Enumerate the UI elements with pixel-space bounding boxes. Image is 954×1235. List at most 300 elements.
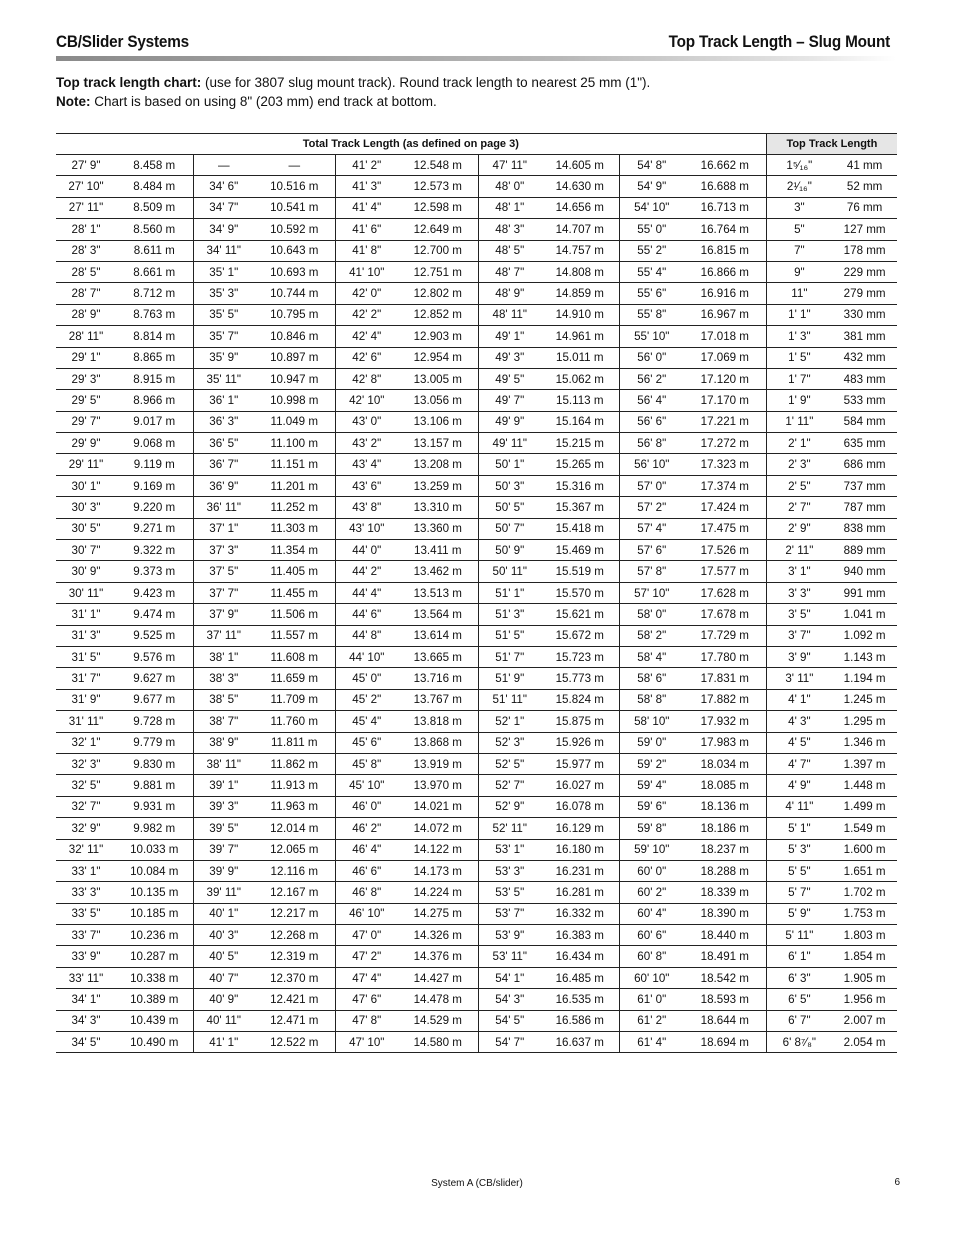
length-metric-cell: 14.757 m [541,240,619,261]
length-imperial-cell: 29' 7" [56,411,116,432]
table-row [56,561,897,582]
length-imperial-cell: 60' 0" [619,860,684,881]
length-metric-cell: 13.919 m [398,753,478,774]
length-metric-cell: 1.702 m [832,882,897,903]
length-imperial-cell: 49' 5" [478,368,541,389]
length-metric-cell: 17.475 m [684,518,766,539]
length-imperial-cell: 43' 2" [335,433,398,454]
length-metric-cell: 13.157 m [398,433,478,454]
length-imperial-cell: 45' 0" [335,668,398,689]
track-length-table [56,133,897,1053]
length-metric-cell: 17.983 m [684,732,766,753]
length-imperial-cell: 4' 3" [766,711,832,732]
length-imperial-cell: 54' 5" [478,1010,541,1031]
length-metric-cell: 178 mm [832,240,897,261]
length-imperial-cell: 36' 9" [193,475,254,496]
length-imperial-cell: 46' 2" [335,818,398,839]
length-imperial-cell: 38' 5" [193,689,254,710]
length-imperial-cell: 5' 3" [766,839,832,860]
length-imperial-cell: 38' 3" [193,668,254,689]
length-metric-cell: 1.499 m [832,796,897,817]
length-metric-cell: 17.831 m [684,668,766,689]
length-metric-cell: 17.120 m [684,368,766,389]
length-metric-cell: 16.027 m [541,775,619,796]
length-imperial-cell: 33' 5" [56,903,116,924]
length-metric-cell: 9.627 m [116,668,193,689]
length-metric-cell: 11.608 m [254,646,335,667]
intro-note-text: Chart is based on using 8" (203 mm) end track at bottom. [90,94,437,109]
length-imperial-cell: 44' 6" [335,604,398,625]
length-metric-cell: 14.173 m [398,860,478,881]
length-imperial-cell: 27' 9" [56,155,116,176]
length-imperial-cell: 48' 9" [478,283,541,304]
length-imperial-cell: 57' 4" [619,518,684,539]
table-row [56,518,897,539]
length-metric-cell: 11.659 m [254,668,335,689]
header-rule [56,56,896,61]
length-imperial-cell: 45' 6" [335,732,398,753]
length-metric-cell: 13.106 m [398,411,478,432]
length-imperial-cell: 2' 11" [766,540,832,561]
length-imperial-cell: 31' 1" [56,604,116,625]
length-imperial-cell: 51' 5" [478,625,541,646]
length-imperial-cell: 1' 1" [766,304,832,325]
length-imperial-cell: 53' 9" [478,925,541,946]
page-header [56,32,890,58]
intro-text [56,73,896,111]
length-imperial-cell: 55' 4" [619,261,684,282]
length-imperial-cell: 49' 7" [478,390,541,411]
length-imperial-cell: 57' 2" [619,497,684,518]
length-metric-cell: 14.656 m [541,197,619,218]
table-row [56,433,897,454]
length-metric-cell: 17.729 m [684,625,766,646]
length-metric-cell: 10.287 m [116,946,193,967]
length-metric-cell: 18.237 m [684,839,766,860]
table-row [56,839,897,860]
length-metric-cell: 16.866 m [684,261,766,282]
table-row [56,347,897,368]
table-row [56,155,897,176]
length-metric-cell: 14.478 m [398,989,478,1010]
length-imperial-cell: 29' 1" [56,347,116,368]
length-metric-cell: 1.245 m [832,689,897,710]
length-metric-cell: 15.164 m [541,411,619,432]
length-imperial-cell: 3' 1" [766,561,832,582]
length-imperial-cell: 42' 8" [335,368,398,389]
table-row [56,219,897,240]
length-metric-cell: 15.265 m [541,454,619,475]
length-imperial-cell: 58' 4" [619,646,684,667]
table-row [56,1032,897,1053]
length-metric-cell: 16.332 m [541,903,619,924]
table-row [56,689,897,710]
length-metric-cell: 12.903 m [398,326,478,347]
length-imperial-cell: 52' 7" [478,775,541,796]
length-imperial-cell: 61' 0" [619,989,684,1010]
length-imperial-cell: 40' 7" [193,967,254,988]
length-metric-cell: 10.693 m [254,261,335,282]
length-metric-cell: 12.217 m [254,903,335,924]
length-imperial-cell: 57' 8" [619,561,684,582]
table-row [56,668,897,689]
intro-note-label: Note: [56,94,91,109]
length-metric-cell: 9.271 m [116,518,193,539]
length-metric-cell: 8.966 m [116,390,193,411]
length-imperial-cell: 50' 7" [478,518,541,539]
length-imperial-cell: 58' 6" [619,668,684,689]
length-metric-cell: 8.814 m [116,326,193,347]
length-metric-cell: 17.424 m [684,497,766,518]
length-metric-cell: 16.078 m [541,796,619,817]
length-imperial-cell: 32' 5" [56,775,116,796]
length-metric-cell: 15.723 m [541,646,619,667]
length-imperial-cell: 4' 1" [766,689,832,710]
table-row [56,860,897,881]
length-metric-cell: 9.525 m [116,625,193,646]
intro-line-note [56,92,896,111]
length-imperial-cell: 29' 11" [56,454,116,475]
length-imperial-cell: 2' 9" [766,518,832,539]
length-imperial-cell: 55' 8" [619,304,684,325]
length-imperial-cell: 28' 9" [56,304,116,325]
length-imperial-cell: 7" [766,240,832,261]
table-row [56,454,897,475]
length-imperial-cell: 59' 6" [619,796,684,817]
table-row [56,967,897,988]
length-metric-cell: 15.824 m [541,689,619,710]
length-metric-cell: 432 mm [832,347,897,368]
length-metric-cell: 11.151 m [254,454,335,475]
length-metric-cell: 10.389 m [116,989,193,1010]
length-metric-cell: 8.661 m [116,261,193,282]
length-metric-cell: 13.564 m [398,604,478,625]
length-metric-cell: 15.672 m [541,625,619,646]
length-metric-cell: 15.977 m [541,753,619,774]
length-imperial-cell: 61' 2" [619,1010,684,1031]
length-metric-cell: 635 mm [832,433,897,454]
length-metric-cell: 14.707 m [541,219,619,240]
table-row [56,261,897,282]
length-metric-cell: 13.767 m [398,689,478,710]
length-metric-cell: 18.034 m [684,753,766,774]
length-imperial-cell: 1' 3" [766,326,832,347]
length-metric-cell: 14.529 m [398,1010,478,1031]
length-metric-cell: 41 mm [832,155,897,176]
length-metric-cell: 10.541 m [254,197,335,218]
length-metric-cell: 52 mm [832,176,897,197]
length-imperial-cell: 47' 2" [335,946,398,967]
length-imperial-cell: 50' 5" [478,497,541,518]
length-metric-cell: 12.268 m [254,925,335,946]
length-metric-cell: 1.092 m [832,625,897,646]
length-imperial-cell: 4' 9" [766,775,832,796]
length-imperial-cell: 1' 11" [766,411,832,432]
length-imperial-cell: 45' 10" [335,775,398,796]
length-imperial-cell: 39' 1" [193,775,254,796]
table-row [56,818,897,839]
length-imperial-cell: 34' 6" [193,176,254,197]
length-imperial-cell: — [193,155,254,176]
length-imperial-cell: 54' 10" [619,197,684,218]
length-imperial-cell: 31' 9" [56,689,116,710]
length-imperial-cell: 42' 10" [335,390,398,411]
length-imperial-cell: 56' 8" [619,433,684,454]
length-metric-cell: 14.326 m [398,925,478,946]
length-metric-cell: 15.570 m [541,582,619,603]
length-imperial-cell: 3' 11" [766,668,832,689]
length-metric-cell: 1.854 m [832,946,897,967]
length-imperial-cell: 60' 8" [619,946,684,967]
table-row [56,304,897,325]
length-metric-cell: 9.677 m [116,689,193,710]
length-imperial-cell: 50' 9" [478,540,541,561]
length-metric-cell: 12.370 m [254,967,335,988]
length-imperial-cell: 43' 0" [335,411,398,432]
length-imperial-cell: 57' 6" [619,540,684,561]
length-imperial-cell: 52' 3" [478,732,541,753]
length-imperial-cell: 44' 0" [335,540,398,561]
length-imperial-cell: 56' 6" [619,411,684,432]
length-imperial-cell: 42' 6" [335,347,398,368]
table-body [56,155,897,1053]
length-imperial-cell: 48' 7" [478,261,541,282]
length-imperial-cell: 38' 7" [193,711,254,732]
length-imperial-cell: 37' 7" [193,582,254,603]
table-row [56,946,897,967]
length-imperial-cell: 43' 6" [335,475,398,496]
length-metric-cell: 8.484 m [116,176,193,197]
length-metric-cell: 16.815 m [684,240,766,261]
length-metric-cell: 13.005 m [398,368,478,389]
length-metric-cell: 11.405 m [254,561,335,582]
length-metric-cell: 12.802 m [398,283,478,304]
length-metric-cell: 13.970 m [398,775,478,796]
length-metric-cell: 10.084 m [116,860,193,881]
length-metric-cell: 1.600 m [832,839,897,860]
length-metric-cell: 9.322 m [116,540,193,561]
length-metric-cell: 9.373 m [116,561,193,582]
length-metric-cell: 12.065 m [254,839,335,860]
length-metric-cell: 16.662 m [684,155,766,176]
length-imperial-cell: 44' 2" [335,561,398,582]
length-metric-cell: 9.068 m [116,433,193,454]
length-metric-cell: 14.605 m [541,155,619,176]
length-metric-cell: 12.522 m [254,1032,335,1053]
length-metric-cell: 14.910 m [541,304,619,325]
length-metric-cell: 14.630 m [541,176,619,197]
table-row [56,903,897,924]
length-imperial-cell: 45' 8" [335,753,398,774]
length-metric-cell: 14.961 m [541,326,619,347]
table-row [56,390,897,411]
length-metric-cell: 1.143 m [832,646,897,667]
length-metric-cell: 18.694 m [684,1032,766,1053]
length-imperial-cell: 60' 4" [619,903,684,924]
length-imperial-cell: 56' 10" [619,454,684,475]
length-imperial-cell: 2' 3" [766,454,832,475]
length-imperial-cell: 3' 3" [766,582,832,603]
length-imperial-cell: 54' 1" [478,967,541,988]
length-imperial-cell: 41' 10" [335,261,398,282]
length-imperial-cell: 40' 9" [193,989,254,1010]
length-metric-cell: 381 mm [832,326,897,347]
length-metric-cell: 16.586 m [541,1010,619,1031]
length-imperial-cell: 6' 5" [766,989,832,1010]
length-imperial-cell: 44' 4" [335,582,398,603]
length-imperial-cell: 27' 11" [56,197,116,218]
table-header-row [56,134,897,155]
length-metric-cell: 12.751 m [398,261,478,282]
length-imperial-cell: 39' 9" [193,860,254,881]
length-metric-cell: 12.598 m [398,197,478,218]
length-metric-cell: 8.458 m [116,155,193,176]
length-metric-cell: 229 mm [832,261,897,282]
length-imperial-cell: 28' 11" [56,326,116,347]
length-imperial-cell: 54' 9" [619,176,684,197]
length-imperial-cell: 3' 5" [766,604,832,625]
length-imperial-cell: 49' 1" [478,326,541,347]
length-metric-cell: 16.916 m [684,283,766,304]
length-metric-cell: 17.272 m [684,433,766,454]
length-imperial-cell: 36' 5" [193,433,254,454]
length-metric-cell: 10.490 m [116,1032,193,1053]
length-metric-cell: 17.221 m [684,411,766,432]
length-metric-cell: 14.275 m [398,903,478,924]
intro-chart-text: (use for 3807 slug mount track). Round track length to nearest 25 mm (1"). [201,75,651,90]
length-metric-cell: 12.700 m [398,240,478,261]
table-row [56,925,897,946]
length-imperial-cell: 41' 1" [193,1032,254,1053]
length-metric-cell: 10.592 m [254,219,335,240]
length-imperial-cell: 43' 4" [335,454,398,475]
length-imperial-cell: 9" [766,261,832,282]
length-metric-cell: 787 mm [832,497,897,518]
length-imperial-cell: 59' 8" [619,818,684,839]
length-imperial-cell: 46' 6" [335,860,398,881]
length-imperial-cell: 3' 7" [766,625,832,646]
length-metric-cell: 8.712 m [116,283,193,304]
length-imperial-cell: 41' 2" [335,155,398,176]
length-imperial-cell: 42' 2" [335,304,398,325]
length-metric-cell: 10.516 m [254,176,335,197]
intro-chart-label: Top track length chart: [56,75,202,90]
length-imperial-cell: 51' 1" [478,582,541,603]
length-imperial-cell: 43' 8" [335,497,398,518]
length-imperial-cell: 47' 8" [335,1010,398,1031]
length-imperial-cell: 1' 5" [766,347,832,368]
length-imperial-cell: 5' 1" [766,818,832,839]
length-metric-cell: 1.295 m [832,711,897,732]
length-metric-cell: 2.054 m [832,1032,897,1053]
length-imperial-cell: 48' 11" [478,304,541,325]
length-imperial-cell: 56' 0" [619,347,684,368]
length-metric-cell: 10.338 m [116,967,193,988]
length-metric-cell: 1.651 m [832,860,897,881]
length-metric-cell: 9.169 m [116,475,193,496]
length-imperial-cell: 46' 4" [335,839,398,860]
length-metric-cell: 14.072 m [398,818,478,839]
length-imperial-cell: 41' 4" [335,197,398,218]
table-row [56,540,897,561]
length-metric-cell: 16.129 m [541,818,619,839]
length-imperial-cell: 52' 5" [478,753,541,774]
length-imperial-cell: 37' 1" [193,518,254,539]
length-metric-cell: 12.852 m [398,304,478,325]
length-imperial-cell: 33' 9" [56,946,116,967]
length-metric-cell: 16.535 m [541,989,619,1010]
intro-line-chart [56,73,896,92]
length-imperial-cell: 37' 9" [193,604,254,625]
length-metric-cell: 14.808 m [541,261,619,282]
length-imperial-cell: 35' 11" [193,368,254,389]
table-row [56,176,897,197]
length-metric-cell: 10.439 m [116,1010,193,1031]
length-metric-cell: 15.773 m [541,668,619,689]
length-imperial-cell: 48' 5" [478,240,541,261]
length-imperial-cell: 3' 9" [766,646,832,667]
length-imperial-cell: 34' 11" [193,240,254,261]
length-imperial-cell: 40' 1" [193,903,254,924]
length-metric-cell: 10.643 m [254,240,335,261]
length-imperial-cell: 30' 1" [56,475,116,496]
length-imperial-cell: 33' 3" [56,882,116,903]
length-metric-cell: 18.491 m [684,946,766,967]
length-imperial-cell: 44' 10" [335,646,398,667]
length-imperial-cell: 28' 3" [56,240,116,261]
length-imperial-cell: 58' 8" [619,689,684,710]
length-metric-cell: 11.201 m [254,475,335,496]
length-metric-cell: 15.418 m [541,518,619,539]
length-metric-cell: 18.440 m [684,925,766,946]
length-imperial-cell: 41' 3" [335,176,398,197]
table-row [56,197,897,218]
length-imperial-cell: 6' 8⁷⁄₈" [766,1032,832,1053]
length-metric-cell: 13.411 m [398,540,478,561]
length-imperial-cell: 52' 11" [478,818,541,839]
length-metric-cell: 17.018 m [684,326,766,347]
length-imperial-cell: 31' 5" [56,646,116,667]
length-imperial-cell: 54' 7" [478,1032,541,1053]
length-imperial-cell: 56' 2" [619,368,684,389]
table-row [56,732,897,753]
table-row [56,711,897,732]
length-imperial-cell: 39' 5" [193,818,254,839]
length-imperial-cell: 36' 3" [193,411,254,432]
page-number: 6 [894,1177,900,1188]
length-imperial-cell: 57' 0" [619,475,684,496]
length-imperial-cell: 47' 10" [335,1032,398,1053]
length-metric-cell: 737 mm [832,475,897,496]
length-metric-cell: 13.462 m [398,561,478,582]
length-metric-cell: 13.056 m [398,390,478,411]
length-imperial-cell: 3" [766,197,832,218]
length-metric-cell: 17.678 m [684,604,766,625]
length-imperial-cell: 41' 6" [335,219,398,240]
length-metric-cell: 991 mm [832,582,897,603]
length-metric-cell: 15.316 m [541,475,619,496]
table-row [56,240,897,261]
length-metric-cell: 17.323 m [684,454,766,475]
table-row [56,497,897,518]
length-imperial-cell: 32' 1" [56,732,116,753]
length-imperial-cell: 1⁵⁄₁₆" [766,155,832,176]
length-metric-cell: 18.136 m [684,796,766,817]
length-metric-cell: 15.926 m [541,732,619,753]
length-metric-cell: 12.649 m [398,219,478,240]
length-metric-cell: 15.621 m [541,604,619,625]
length-imperial-cell: 2' 7" [766,497,832,518]
